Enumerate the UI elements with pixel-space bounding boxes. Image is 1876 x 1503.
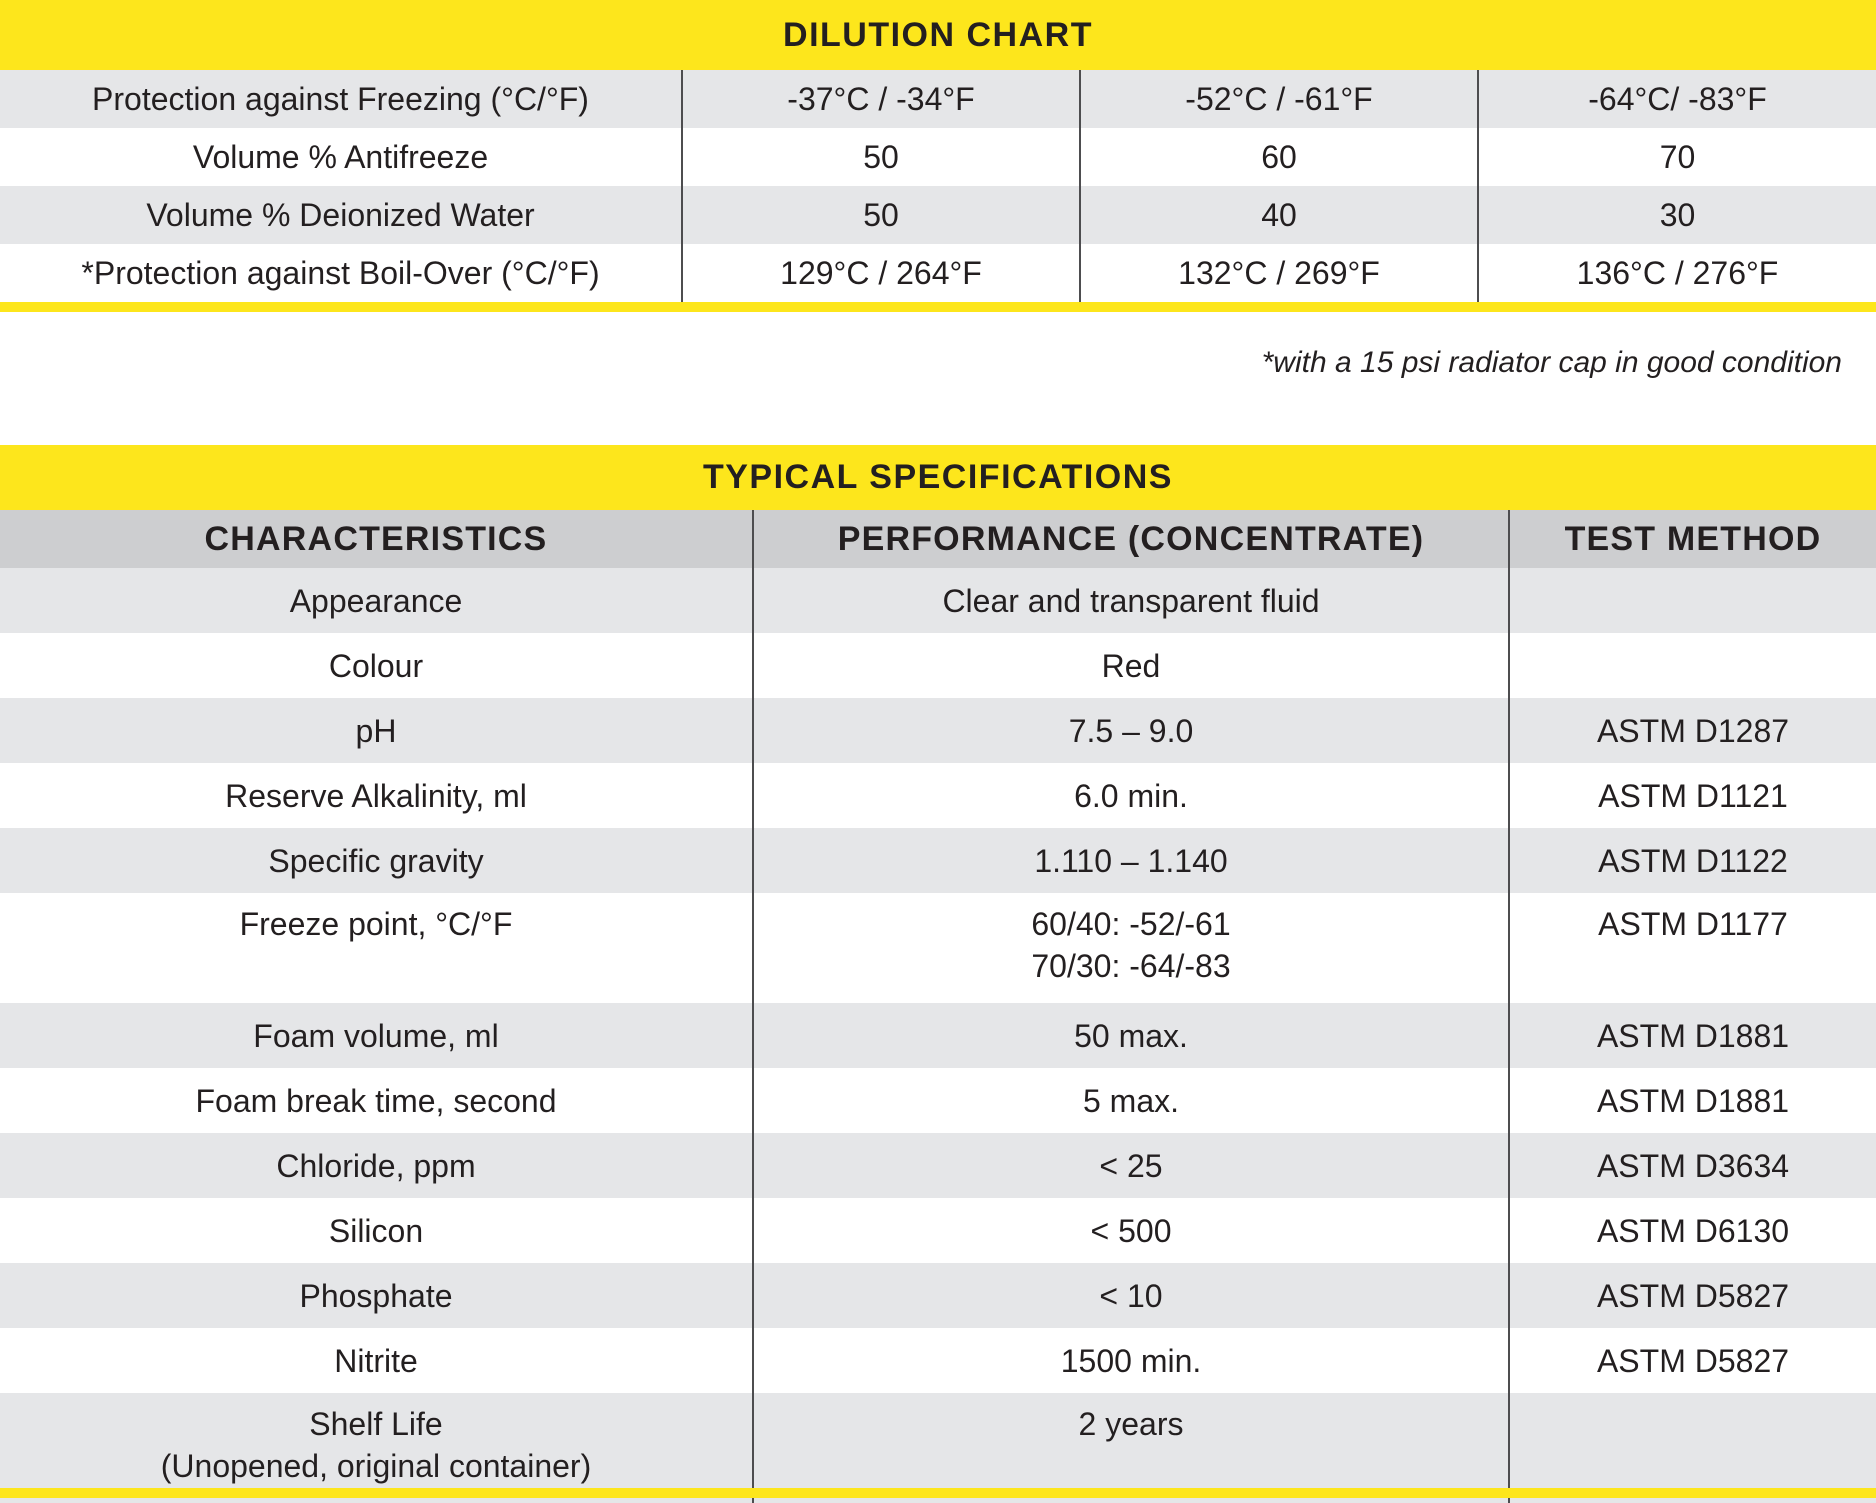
dilution-table bbox=[0, 70, 1876, 302]
performance-line: 60/40: -52/-61 bbox=[1031, 906, 1231, 942]
dilution-chart-title: DILUTION CHART bbox=[0, 0, 1876, 70]
performance-cell: Red bbox=[753, 633, 1509, 698]
table-row bbox=[0, 1328, 1876, 1393]
performance-cell: < 25 bbox=[753, 1133, 1509, 1198]
row-label: Protection against Freezing (°C/°F) bbox=[92, 80, 589, 117]
table-row bbox=[0, 1198, 1876, 1263]
table-cell: -52°C / -61°F bbox=[1080, 70, 1478, 128]
performance-cell bbox=[753, 893, 1509, 1003]
specifications-table bbox=[0, 510, 1876, 1503]
characteristic-cell: pH bbox=[355, 712, 397, 749]
table-row bbox=[0, 1068, 1876, 1133]
characteristic-cell: Appearance bbox=[289, 582, 463, 619]
footnote: *with a 15 psi radiator cap in good condition bbox=[1261, 346, 1842, 379]
table-header-row bbox=[0, 510, 1876, 568]
characteristic-cell: Silicon bbox=[328, 1212, 424, 1249]
performance-cell: Clear and transparent fluid bbox=[753, 568, 1509, 633]
method-cell: ASTM D1881 bbox=[1509, 1003, 1876, 1068]
table-row bbox=[0, 763, 1876, 828]
table-row bbox=[0, 1393, 1876, 1503]
table-cell: 136°C / 276°F bbox=[1478, 244, 1876, 302]
table-row bbox=[0, 893, 1876, 1003]
performance-cell: 2 years bbox=[753, 1393, 1509, 1503]
method-cell: ASTM D1881 bbox=[1509, 1068, 1876, 1133]
method-cell bbox=[1509, 568, 1876, 633]
table-cell: -64°C/ -83°F bbox=[1478, 70, 1876, 128]
performance-cell: < 500 bbox=[753, 1198, 1509, 1263]
method-cell: ASTM D3634 bbox=[1509, 1133, 1876, 1198]
table-row bbox=[0, 568, 1876, 633]
table-row bbox=[0, 186, 1876, 244]
table-row bbox=[0, 828, 1876, 893]
method-cell: ASTM D1177 bbox=[1509, 893, 1876, 1003]
row-label: Volume % Deionized Water bbox=[146, 196, 535, 233]
table-row bbox=[0, 698, 1876, 763]
method-cell bbox=[1509, 633, 1876, 698]
performance-cell: 7.5 – 9.0 bbox=[753, 698, 1509, 763]
characteristic-cell: Freeze point, °C/°F bbox=[239, 906, 513, 942]
dilution-bottom-bar bbox=[0, 302, 1876, 312]
table-cell: 50 bbox=[682, 128, 1080, 186]
method-cell: ASTM D5827 bbox=[1509, 1263, 1876, 1328]
table-cell: 129°C / 264°F bbox=[682, 244, 1080, 302]
column-header: TEST METHOD bbox=[1509, 510, 1876, 568]
method-cell: ASTM D1121 bbox=[1509, 763, 1876, 828]
table-cell: 40 bbox=[1080, 186, 1478, 244]
column-header: PERFORMANCE (CONCENTRATE) bbox=[753, 510, 1509, 568]
characteristic-cell: Foam break time, second bbox=[195, 1082, 557, 1119]
table-cell: 70 bbox=[1478, 128, 1876, 186]
method-cell: ASTM D5827 bbox=[1509, 1328, 1876, 1393]
table-cell: 132°C / 269°F bbox=[1080, 244, 1478, 302]
characteristic-cell: Chloride, ppm bbox=[276, 1147, 476, 1184]
table-cell: 60 bbox=[1080, 128, 1478, 186]
characteristic-cell: Reserve Alkalinity, ml bbox=[225, 777, 527, 814]
characteristic-cell: Specific gravity bbox=[268, 842, 484, 879]
characteristic-cell: Phosphate bbox=[299, 1277, 453, 1314]
table-row bbox=[0, 633, 1876, 698]
method-cell: ASTM D1122 bbox=[1509, 828, 1876, 893]
table-row bbox=[0, 1133, 1876, 1198]
characteristic-cell: Colour bbox=[328, 647, 424, 684]
specifications-title: TYPICAL SPECIFICATIONS bbox=[0, 445, 1876, 510]
table-row bbox=[0, 244, 1876, 302]
row-label: Volume % Antifreeze bbox=[192, 138, 489, 175]
characteristic-line: Shelf Life bbox=[309, 1406, 443, 1442]
table-cell: 30 bbox=[1478, 186, 1876, 244]
characteristic-cell bbox=[0, 1393, 753, 1503]
column-header: CHARACTERISTICS bbox=[204, 519, 548, 558]
characteristic-line: (Unopened, original container) bbox=[160, 1448, 592, 1484]
table-row bbox=[0, 70, 1876, 128]
row-label: *Protection against Boil-Over (°C/°F) bbox=[81, 254, 600, 291]
method-cell bbox=[1509, 1393, 1876, 1503]
characteristic-cell: Nitrite bbox=[334, 1342, 418, 1379]
performance-cell: 1.110 – 1.140 bbox=[753, 828, 1509, 893]
table-row bbox=[0, 128, 1876, 186]
characteristic-cell: Foam volume, ml bbox=[253, 1017, 499, 1054]
performance-cell: 1500 min. bbox=[753, 1328, 1509, 1393]
performance-cell: < 10 bbox=[753, 1263, 1509, 1328]
performance-cell: 5 max. bbox=[753, 1068, 1509, 1133]
table-cell: 50 bbox=[682, 186, 1080, 244]
table-cell: -37°C / -34°F bbox=[682, 70, 1080, 128]
method-cell: ASTM D1287 bbox=[1509, 698, 1876, 763]
method-cell: ASTM D6130 bbox=[1509, 1198, 1876, 1263]
performance-cell: 6.0 min. bbox=[753, 763, 1509, 828]
performance-line: 70/30: -64/-83 bbox=[1031, 948, 1231, 984]
table-row bbox=[0, 1263, 1876, 1328]
specifications-bottom-bar bbox=[0, 1488, 1876, 1498]
performance-cell: 50 max. bbox=[753, 1003, 1509, 1068]
table-row bbox=[0, 1003, 1876, 1068]
